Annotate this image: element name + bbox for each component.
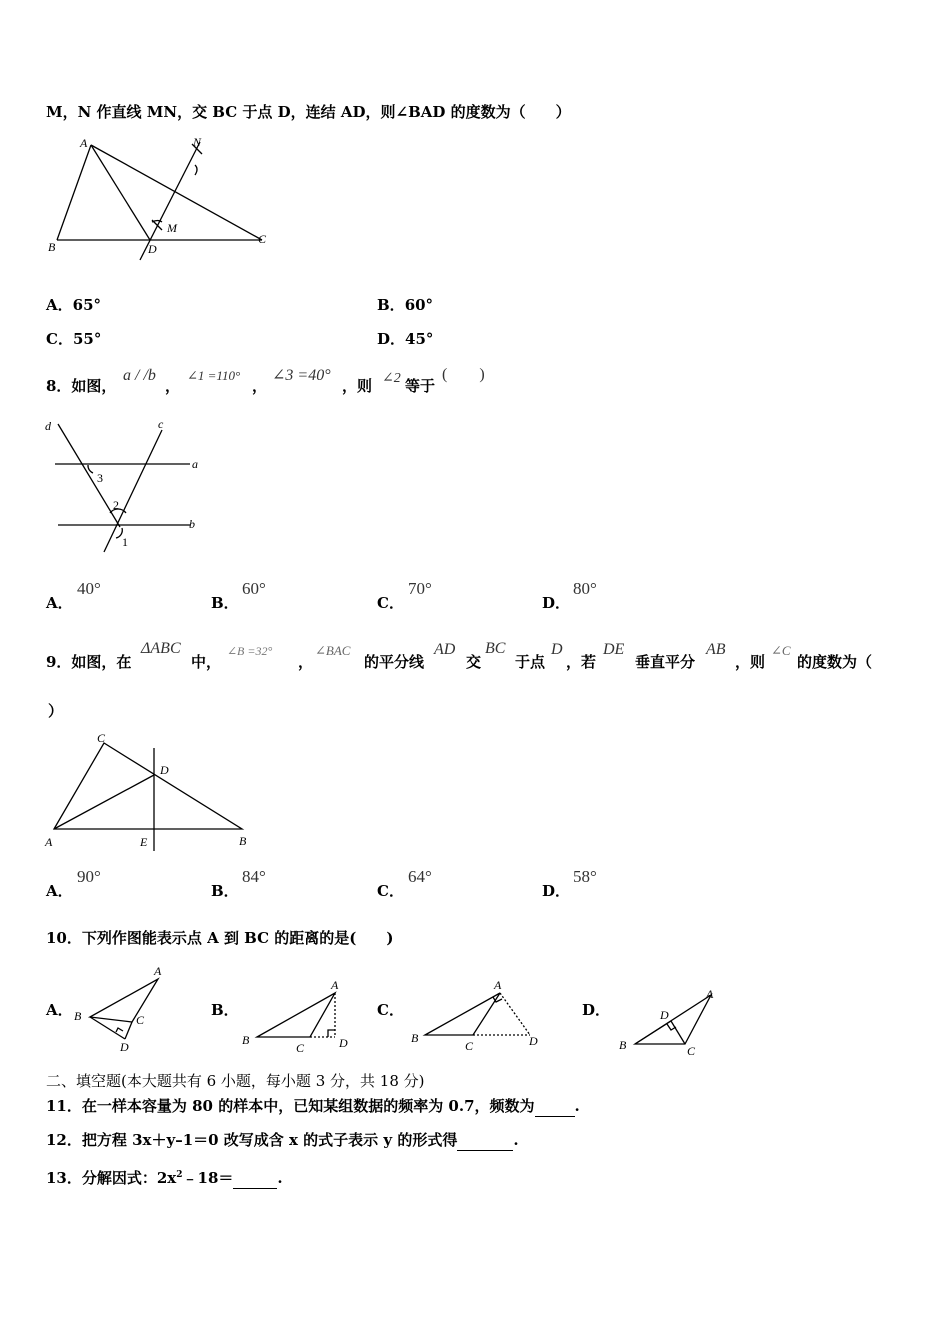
q10-d-label-a: A: [706, 987, 714, 1001]
q9-label-e: E: [140, 835, 148, 849]
q8-label-d: d: [45, 419, 51, 433]
q8-sep1: ，: [165, 377, 181, 395]
q10-stem: 10．下列作图能表示点 A 到 BC 的距离的是( ): [46, 929, 394, 947]
q10-b-label-c: C: [296, 1041, 305, 1055]
q9-figure: [40, 726, 260, 858]
q9-bc: BC: [485, 640, 506, 657]
q8-option-c-value: 70°: [408, 579, 432, 598]
q8-number: 8．如图，: [46, 377, 117, 395]
q10-b-label-b: B: [242, 1033, 250, 1047]
q9-option-c-letter: C．: [377, 882, 404, 900]
q13-answer-blank[interactable]: [233, 1168, 277, 1189]
q10-a-label-a: A: [154, 964, 162, 978]
q9-zhong: 中，: [191, 653, 222, 671]
q8-label-3: 3: [97, 471, 103, 485]
q8-label-2: 2: [113, 498, 119, 512]
q10-d-label-c: C: [687, 1044, 696, 1058]
q9-de: DE: [603, 641, 625, 658]
q11: 11．在一样本容量为 80 的样本中，已知某组数据的频率为 0.7，频数为 .: [46, 1097, 580, 1115]
q8-angle2: ∠2: [382, 371, 401, 386]
q9-jiao: 交: [466, 653, 482, 671]
q8-paren: ( ): [442, 366, 485, 383]
q9-ze: ，则: [735, 653, 766, 671]
q9-option-a-value: 90°: [77, 867, 101, 886]
q9-option-c-value: 64°: [408, 867, 432, 886]
q10-option-a-letter: A．: [46, 1001, 73, 1019]
q10-a-label-b: B: [74, 1009, 82, 1023]
q11-answer-blank[interactable]: [535, 1096, 575, 1117]
q10-figure-a: [70, 962, 180, 1057]
q9-comma: ，: [298, 653, 314, 671]
q7-label-m: M: [167, 221, 177, 235]
q9-label-a: A: [45, 835, 53, 849]
q9-yudian: 于点: [515, 653, 546, 671]
q9-option-d-value: 58°: [573, 867, 597, 886]
q10-figure-d: [615, 980, 740, 1065]
q7-label-d: D: [148, 242, 157, 256]
q9-d: D: [551, 641, 563, 658]
q10-d-label-d: D: [660, 1008, 669, 1022]
q9-angle-b: ∠B =32°: [227, 644, 273, 658]
q8-option-c-letter: C．: [377, 594, 404, 612]
q7-label-c: C: [258, 232, 267, 246]
q7-option-c: C．55°: [46, 330, 102, 348]
q8-option-a-value: 40°: [77, 579, 101, 598]
q8-label-b: b: [189, 517, 195, 531]
q10-c-label-d: D: [529, 1034, 538, 1048]
q9-label-b: B: [239, 834, 247, 848]
section-fill-in-title: 二、填空题(本大题共有 6 小题，每小题 3 分，共 18 分): [46, 1072, 425, 1090]
q9-angle-c: ∠C: [771, 643, 791, 658]
q9-number: 9．如图，在: [46, 653, 132, 671]
q8-cond-angle3: ∠3 =40°: [272, 367, 331, 384]
q10-figure-b: [235, 970, 360, 1060]
q8-option-d-letter: D．: [542, 594, 571, 612]
q10-b-label-a: A: [331, 978, 339, 992]
q8-option-b-letter: B．: [211, 594, 239, 612]
q9-bisector: 的平分线: [364, 653, 425, 671]
q7-figure: [40, 130, 280, 265]
q7-label-n: N: [193, 135, 202, 149]
q7-label-a: A: [80, 136, 88, 150]
q10-c-label-a: A: [494, 978, 502, 992]
q9-perp: 垂直平分: [635, 653, 696, 671]
q9-option-d-letter: D．: [542, 882, 571, 900]
q8-sep2: ，: [252, 377, 268, 395]
q9-option-b-letter: B．: [211, 882, 239, 900]
q9-angle-bac: ∠BAC: [315, 643, 351, 658]
q10-figure-c: [405, 970, 555, 1060]
q7-option-b: B．60°: [377, 296, 434, 314]
q8-cond-parallel: a / /b: [123, 367, 156, 384]
q9-label-d: D: [160, 763, 169, 777]
q9-option-a-letter: A．: [46, 882, 73, 900]
q12: 12．把方程 3x＋y–1＝0 改写成含 x 的式子表示 y 的形式得 .: [46, 1131, 519, 1149]
q8-figure: [40, 412, 210, 557]
q8-cond-angle1: ∠1 =110°: [187, 368, 241, 383]
q7-stem: M，N 作直线 MN，交 BC 于点 D，连结 AD，则∠BAD 的度数为（ ）: [46, 103, 571, 121]
q10-option-b-letter: B．: [211, 1001, 239, 1019]
q7-option-a: A．65°: [46, 296, 102, 314]
q10-d-label-b: B: [619, 1038, 627, 1052]
q10-b-label-d: D: [339, 1036, 348, 1050]
q7-label-b: B: [48, 240, 56, 254]
q9-tail: 的度数为（: [797, 653, 873, 671]
q9-ab: AB: [706, 641, 726, 658]
q10-option-d-letter: D．: [582, 1001, 611, 1019]
q8-option-b-value: 60°: [242, 579, 266, 598]
q8-label-1: 1: [122, 535, 128, 549]
q10-option-c-letter: C．: [377, 1001, 404, 1019]
q10-a-label-c: C: [136, 1013, 145, 1027]
q8-option-a-letter: A．: [46, 594, 73, 612]
q9-label-c: C: [97, 731, 106, 745]
q10-c-label-c: C: [465, 1039, 474, 1053]
q8-tail: 等于: [405, 377, 436, 395]
q9-ad: AD: [434, 641, 456, 658]
q8-option-d-value: 80°: [573, 579, 597, 598]
q8-sep3: ，则: [342, 377, 373, 395]
q10-c-label-b: B: [411, 1031, 419, 1045]
q10-a-label-d: D: [120, 1040, 129, 1054]
q9-ruo: ，若: [566, 653, 597, 671]
q8-label-c: c: [158, 417, 164, 431]
q9-option-b-value: 84°: [242, 867, 266, 886]
q13: 13．分解因式：$2x^2﹣18=$ .: [46, 1169, 283, 1187]
q12-answer-blank[interactable]: [457, 1130, 513, 1151]
q9-close: ）: [48, 702, 64, 720]
q9-triangle: ΔABC: [141, 640, 181, 657]
q7-option-d: D．45°: [377, 330, 434, 348]
q8-label-a: a: [192, 457, 198, 471]
